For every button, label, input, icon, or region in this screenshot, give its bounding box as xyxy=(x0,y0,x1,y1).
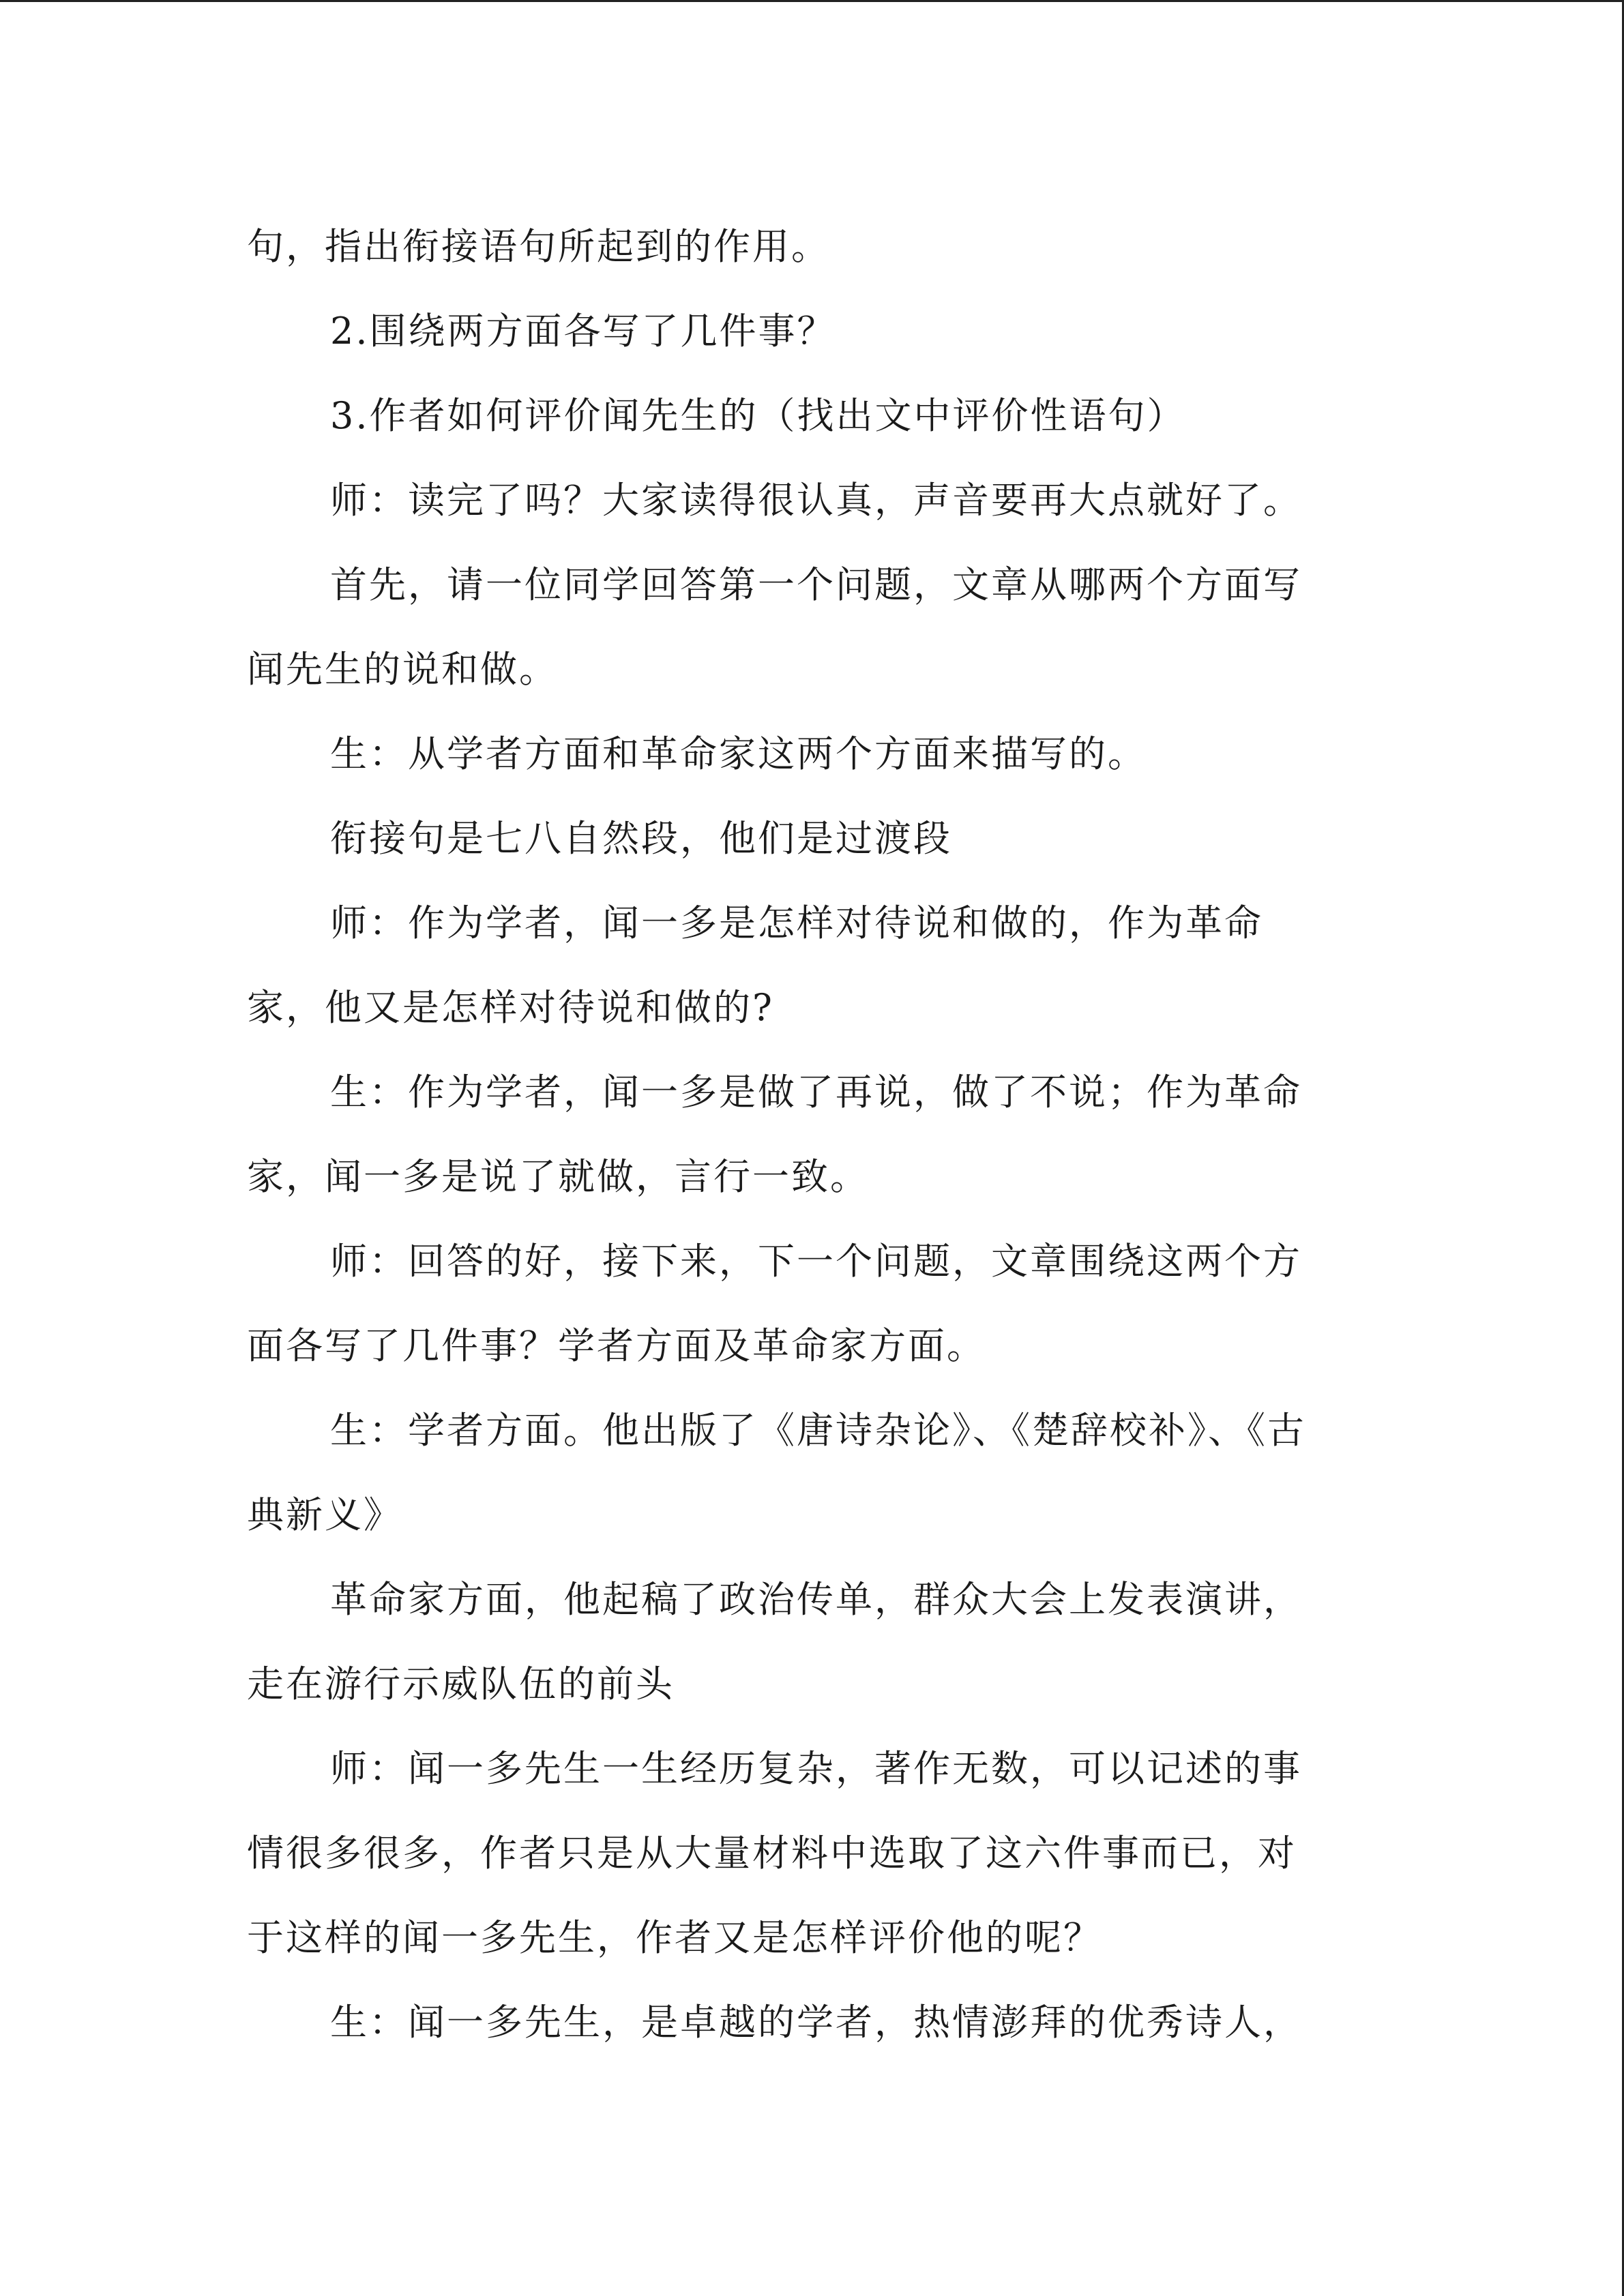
text-line-12: 家，闻一多是说了就做，言行一致。 xyxy=(247,1155,869,1198)
page-top-border xyxy=(0,0,1624,2)
text-line-20: 情很多很多，作者只是从大量材料中选取了这六件事而已，对 xyxy=(247,1832,1297,1875)
text-line-9: 师：作为学者，闻一多是怎样对待说和做的，作为革命 xyxy=(330,901,1263,944)
text-line-8: 衔接句是七八自然段，他们是过渡段 xyxy=(330,817,952,860)
text-line-11: 生：作为学者，闻一多是做了再说，做了不说；作为革命 xyxy=(330,1071,1302,1114)
text-line-21: 于这样的闻一多先生，作者又是怎样评价他的呢？ xyxy=(247,1916,1102,1959)
text-line-22: 生：闻一多先生，是卓越的学者，热情澎拜的优秀诗人， xyxy=(330,2001,1302,2044)
text-line-17: 革命家方面，他起稿了政治传单，群众大会上发表演讲， xyxy=(330,1578,1302,1621)
text-line-1: 句，指出衔接语句所起到的作用。 xyxy=(247,225,830,268)
text-line-19: 师：闻一多先生一生经历复杂，著作无数，可以记述的事 xyxy=(330,1747,1302,1790)
text-line-5: 首先，请一位同学回答第一个问题，文章从哪两个方面写 xyxy=(330,563,1302,606)
text-line-15: 生：学者方面。他出版了《唐诗杂论》、《楚辞校补》、《古 xyxy=(330,1409,1306,1452)
text-line-3: 3.作者如何评价闻先生的（找出文中评价性语句） xyxy=(330,394,1186,437)
text-line-13: 师：回答的好，接下来，下一个问题，文章围绕这两个方 xyxy=(330,1240,1302,1283)
text-line-2: 2.围绕两方面各写了几件事？ xyxy=(330,310,836,353)
document-page xyxy=(247,205,1365,2065)
text-line-10: 家，他又是怎样对待说和做的? xyxy=(247,986,774,1029)
text-line-4: 师：读完了吗？大家读得很认真，声音要再大点就好了。 xyxy=(330,479,1302,522)
text-line-16: 典新义》 xyxy=(247,1493,402,1536)
text-line-6: 闻先生的说和做。 xyxy=(247,648,558,691)
text-line-7: 生：从学者方面和革命家这两个方面来描写的。 xyxy=(330,732,1147,775)
text-line-18: 走在游行示威队伍的前头 xyxy=(247,1663,675,1705)
text-line-14: 面各写了几件事？学者方面及革命家方面。 xyxy=(247,1324,986,1367)
